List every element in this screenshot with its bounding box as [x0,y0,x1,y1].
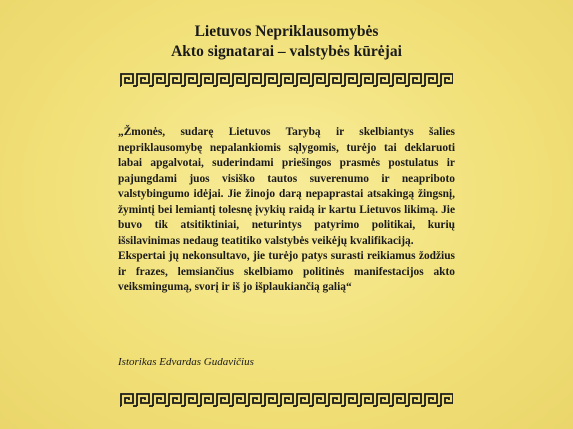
greek-key-border-top [120,73,453,87]
quote-paragraph-2: Ekspertai jų nekonsultavo, jie turėjo patys surasti reikiamus žodžius ir frazes, lemsiančius skelbiamo politinės manifestacijos akto veiksmingumą, svorį ir iš jo išplaukiančią galią“ [118,250,455,293]
quote-paragraph-1: „Žmonės, sudarę Lietuvos Tarybą ir skelbiantys šalies nepriklausomybę nepalankiomis sąlygomis, turėjo tai deklaruoti labai apgalvotai, suderindami priešingos prasmės postulatus ir pajungdami juos visiško tautos suverenumo ir neapriboto valstybingumo idėjai. Jie žinojo darą nepaprastai atsakingą žingsnį, žymintį bei lemiantį tolesnę įvykių raidą ir kartu Lietuvos likimą. Jie buvo tik atsitiktiniai, neturintys patyrimo politikai, kurių išsilavinimas nedaug teatitiko valstybės veikėjų kvalifikaciją. [118,126,455,247]
quote-author: Istorikas Edvardas Gudavičius [118,356,254,368]
document-title [0,22,573,62]
title-line-1: Lietuvos Nepriklausomybės [194,23,379,40]
greek-key-border-bottom [120,393,453,407]
quote-text [118,125,455,296]
title-line-2: Akto signatarai – valstybės kūrėjai [171,43,402,60]
